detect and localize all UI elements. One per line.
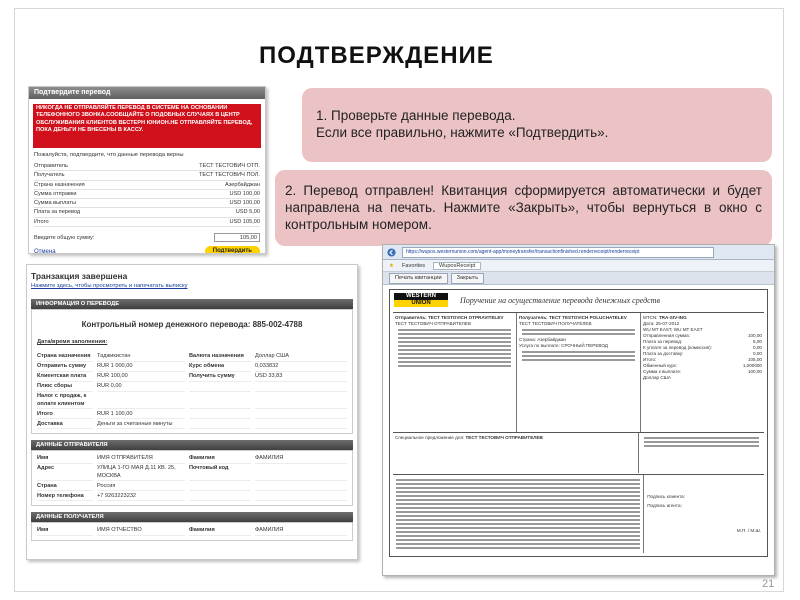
- control-number: Контрольный номер денежного перевода: 885-002-4788: [81, 320, 303, 329]
- address-bar: [383, 245, 774, 260]
- confirm-panel-header: Подтвердите перевод: [29, 87, 265, 99]
- receipt-sender-sub: ТЕСТ ТЕСТОВИЧ ОТПРАВИТЕЛЕВ: [395, 321, 471, 326]
- receipt-amount-value: 5,00: [753, 339, 762, 344]
- confirm-detail-row: [34, 181, 260, 190]
- date-label: Дата/время заполнения:: [37, 339, 108, 345]
- confirm-detail-row: [34, 162, 260, 171]
- confirm-detail-row: [34, 171, 260, 180]
- callout-step-1-line1: 1. Проверьте данные перевода.: [316, 108, 516, 123]
- confirm-detail-label: Сумма выплаты: [34, 200, 76, 207]
- transfer-info-header: ИНФОРМАЦИЯ О ПЕРЕВОДЕ: [31, 299, 353, 309]
- info-label: Почтовый код: [189, 465, 251, 481]
- receipt-amount-label: К уплате за перевод (комиссия):: [643, 345, 712, 350]
- confirm-detail-row: [34, 199, 260, 208]
- confirm-detail-label: Отправитель: [34, 163, 68, 169]
- receipt-amount-value: 100,00: [747, 333, 762, 338]
- receipt-amount-label: Итого:: [643, 357, 657, 362]
- info-value: [255, 393, 347, 409]
- info-label: Клиентская плата: [37, 373, 93, 382]
- callout-step-1: [302, 88, 772, 162]
- info-label: Фамилия: [189, 527, 251, 536]
- info-label: Страна назначения: [37, 353, 93, 362]
- print-receipt-button[interactable]: Печать квитанции: [389, 273, 448, 284]
- receiver-info-header: ДАННЫЕ ПОЛУЧАТЕЛЯ: [31, 512, 353, 522]
- info-label: Отправить сумму: [37, 363, 93, 372]
- receipt-amounts-list: [643, 333, 762, 375]
- receipt-amount-value: 0,00: [753, 351, 762, 356]
- info-label: Имя: [37, 527, 93, 536]
- client-signature-label: Подпись клиента:: [647, 494, 685, 499]
- receipt-amount-label: Отправленная сумма:: [643, 333, 690, 338]
- special-offer-label: Специальное предложение для:: [395, 435, 465, 440]
- total-entry-row: [34, 233, 260, 242]
- logo-line-1: WESTERN: [406, 293, 436, 299]
- tab-receipt[interactable]: WuposReceipt: [433, 262, 481, 270]
- receipt-date-label: Дата:: [643, 321, 655, 326]
- confirm-detail-row: [34, 218, 260, 227]
- confirm-detail-value: USD 100,00: [229, 200, 260, 207]
- info-label: [189, 383, 251, 392]
- confirm-detail-label: Плата за перевод: [34, 209, 81, 216]
- receipt-date-value: 25-07-2012: [655, 321, 680, 326]
- close-button[interactable]: Закрыть: [451, 273, 485, 284]
- confirm-detail-value: USD 5,00: [235, 209, 260, 216]
- info-label: Доставка: [37, 421, 93, 430]
- receipt-amounts-column: [641, 313, 764, 433]
- info-value: ИМЯ ОТЧЕСТВО: [97, 527, 185, 536]
- info-value: [255, 411, 347, 420]
- total-amount-input[interactable]: 105,00: [214, 233, 260, 242]
- confirm-details-list: [29, 162, 265, 227]
- info-value: Таджикистан: [97, 353, 185, 362]
- receipt-fine-print: [393, 474, 764, 553]
- info-value: [255, 465, 347, 481]
- info-value: [255, 493, 347, 502]
- callout-step-1-line2: Если все правильно, нажмите «Подтвердить».: [316, 125, 609, 140]
- info-label: Налог с продаж, к оплате клиентом: [37, 393, 93, 409]
- info-value: RUR 0,00: [97, 383, 185, 392]
- receipt-mtcn-value: TRA-SIV-ING: [658, 315, 687, 320]
- callout-step-2: 2. Перевод отправлен! Квитанция сформируется автоматически и будет направлена на печать. Нажмите «Закрыть», чтобы вернуться в окно с контрольным номером.: [275, 170, 772, 246]
- info-label: Имя: [37, 455, 93, 464]
- receipt-country-value: Азербайджан: [537, 337, 566, 342]
- total-entry-label: Введите общую сумму:: [34, 234, 95, 241]
- receipt-mtcn-label: MTCN:: [643, 315, 658, 320]
- receipt-title: Поручение на осуществление перевода денежных средств: [460, 296, 660, 305]
- receipt-service-value: СРОЧНЫЙ ПЕРЕВОД: [561, 343, 608, 348]
- info-label: Получить сумму: [189, 373, 251, 382]
- info-label: Фамилия: [189, 455, 251, 464]
- info-value: [255, 383, 347, 392]
- receipt-toolbar: [383, 272, 774, 285]
- confirm-prompt: Пожалуйста, подтвердите, что данные перевода верны: [34, 152, 184, 158]
- info-value: Доллар США: [255, 353, 347, 362]
- info-label: [189, 483, 251, 492]
- receiver-info-box: [31, 522, 353, 541]
- favorites-bar: [383, 260, 774, 272]
- transaction-completed-panel: [26, 264, 358, 560]
- receipt-service-label: Услуга по выплате:: [519, 343, 560, 348]
- info-value: RUR 1 100,00: [97, 411, 185, 420]
- confirm-detail-label: Сумма отправки: [34, 190, 77, 197]
- info-value: Деньги за считанные минуты: [97, 421, 185, 430]
- info-value: ФАМИЛИЯ: [255, 455, 347, 464]
- confirm-detail-value: USD 105,00: [229, 218, 260, 225]
- receipt-amount-label: Сумма к выплате:: [643, 369, 682, 374]
- confirm-detail-label: Страна назначения: [34, 181, 85, 188]
- transfer-info-box: [31, 309, 353, 434]
- sender-info-box: [31, 450, 353, 506]
- special-offer-value: ТЕСТ ТЕСТОВИЧ ОТПРАВИТЕЛЕВ: [465, 435, 543, 440]
- info-label: [189, 421, 251, 430]
- receipt-amount-label: Обменный курс:: [643, 363, 678, 368]
- info-label: Адрес: [37, 465, 93, 481]
- info-label: Номер телефона: [37, 493, 93, 502]
- receipt-special-offer: [393, 432, 764, 473]
- confirm-detail-value: Азербайджан: [225, 181, 260, 188]
- receipt-receiver-sub: ТЕСТ ТЕСТОВИЧ ПОЛУЧАТЕЛЕВ: [519, 321, 592, 326]
- info-value: [255, 483, 347, 492]
- info-label: Плюс сборы: [37, 383, 93, 392]
- info-value: Россия: [97, 483, 185, 492]
- info-label: Итого: [37, 411, 93, 420]
- sender-info-header: ДАННЫЕ ОТПРАВИТЕЛЯ: [31, 440, 353, 450]
- info-label: [189, 493, 251, 502]
- confirm-detail-value: ТЕСТ ТЕСТОВИЧ ОТП.: [199, 163, 260, 169]
- receipt-columns: [393, 312, 764, 433]
- receiver-info-grid: [37, 527, 347, 536]
- receipt-amount-value: 100,00: [747, 369, 762, 374]
- back-icon[interactable]: [387, 248, 396, 257]
- info-label: Страна: [37, 483, 93, 492]
- info-label: Валюта назначения: [189, 353, 251, 362]
- receipt-amount-value: 1,000000: [742, 363, 762, 368]
- sender-info-grid: [37, 455, 347, 501]
- info-value: УЛИЦА 1-ГО МАЯ Д.11 КВ. 25, МОСКВА: [97, 465, 185, 481]
- confirm-actions: [34, 246, 260, 254]
- receipt-amount-value: 0,00: [753, 345, 762, 350]
- info-value: 0,033832: [255, 363, 347, 372]
- confirm-detail-value: USD 100,00: [229, 190, 260, 197]
- receipt-sender: Отправитель: ТЕСТ TESTOVICH OTPRAVITELEV: [395, 315, 504, 320]
- receipt-sender-column: [393, 313, 517, 433]
- receipt-browser-window: [382, 244, 775, 576]
- logo-line-2: UNION: [394, 300, 448, 307]
- receipt-amount-label: Плата за перевод:: [643, 339, 683, 344]
- receipt-receiver: Получатель: ТЕСТ TESTOVICH POLUCHATELEV: [519, 315, 627, 320]
- confirm-detail-label: Итого: [34, 218, 49, 225]
- slide-number: 21: [762, 578, 775, 590]
- fraud-warning: НИКОГДА НЕ ОТПРАВЛЯЙТЕ ПЕРЕВОД В СИСТЕМЕ НА ОСНОВАНИИ ТЕЛЕФОННОГО ЗВОНКА.СООБЩАЙТЕ О ПОДОБНЫХ СЛУЧАЯХ В ЦЕНТР ОБСЛУЖИВАНИЯ КЛИЕНТОВ ВЕСТЕРН ЮНИОН.НЕ ОТПРАВЛЯЙТЕ ПЕРЕВОД, ПОКА ДЕНЬГИ НЕ ВНЕСЕНЫ В КАССУ.: [33, 104, 261, 148]
- page-title: ПОДТВЕРЖДЕНИЕ: [259, 42, 494, 69]
- info-label: [189, 411, 251, 420]
- url-field[interactable]: https://wupos.westernunion.com/agent-app/moneytransfer/transactionfinished.renderreceipt/renderreceipt: [402, 247, 714, 258]
- favorites-label[interactable]: Favorites: [402, 262, 426, 269]
- info-value: [255, 421, 347, 430]
- confirm-detail-value: ТЕСТ ТЕСТОВИЧ ПОЛ.: [198, 172, 260, 179]
- receipt-country-label: Страна:: [519, 337, 536, 342]
- confirm-detail-row: [34, 208, 260, 217]
- info-label: [189, 393, 251, 409]
- transfer-info-grid: [37, 353, 347, 429]
- info-value: RUR 1 000,00: [97, 363, 185, 372]
- info-value: RUR 100,00: [97, 373, 185, 382]
- confirm-transfer-panel: [28, 86, 266, 254]
- cancel-link[interactable]: Отмена: [34, 248, 56, 254]
- completed-title: Транзакция завершена: [31, 271, 128, 281]
- stamp-label: М.П. / М.Ш.: [736, 528, 761, 533]
- info-value: ФАМИЛИЯ: [255, 527, 347, 536]
- confirm-button[interactable]: Подтвердить: [205, 246, 260, 254]
- receipt-amount-label: Плата за доставку:: [643, 351, 684, 356]
- favorites-star-icon[interactable]: ★: [389, 262, 395, 269]
- receipt-currency: Доллар США: [643, 375, 671, 380]
- receipt-receiver-column: [517, 313, 641, 433]
- confirm-detail-label: Получатель: [34, 172, 65, 179]
- info-value: +7 9263223232: [97, 493, 185, 502]
- receipt-document: [389, 289, 768, 557]
- info-value: ИМЯ ОТПРАВИТЕЛЯ: [97, 455, 185, 464]
- info-value: USD 33,83: [255, 373, 347, 382]
- agent-signature-label: Подпись агента:: [647, 503, 682, 508]
- info-value: [97, 393, 185, 409]
- receipt-amount-value: 105,00: [747, 357, 762, 362]
- print-statement-link[interactable]: Нажмите здесь, чтобы просмотреть и напечатать выписку: [31, 283, 188, 289]
- receipt-operator: WU MT EAST, WU MT EAST: [643, 327, 703, 332]
- info-label: Курс обмена: [189, 363, 251, 372]
- confirm-detail-row: [34, 190, 260, 199]
- western-union-logo: [394, 293, 448, 307]
